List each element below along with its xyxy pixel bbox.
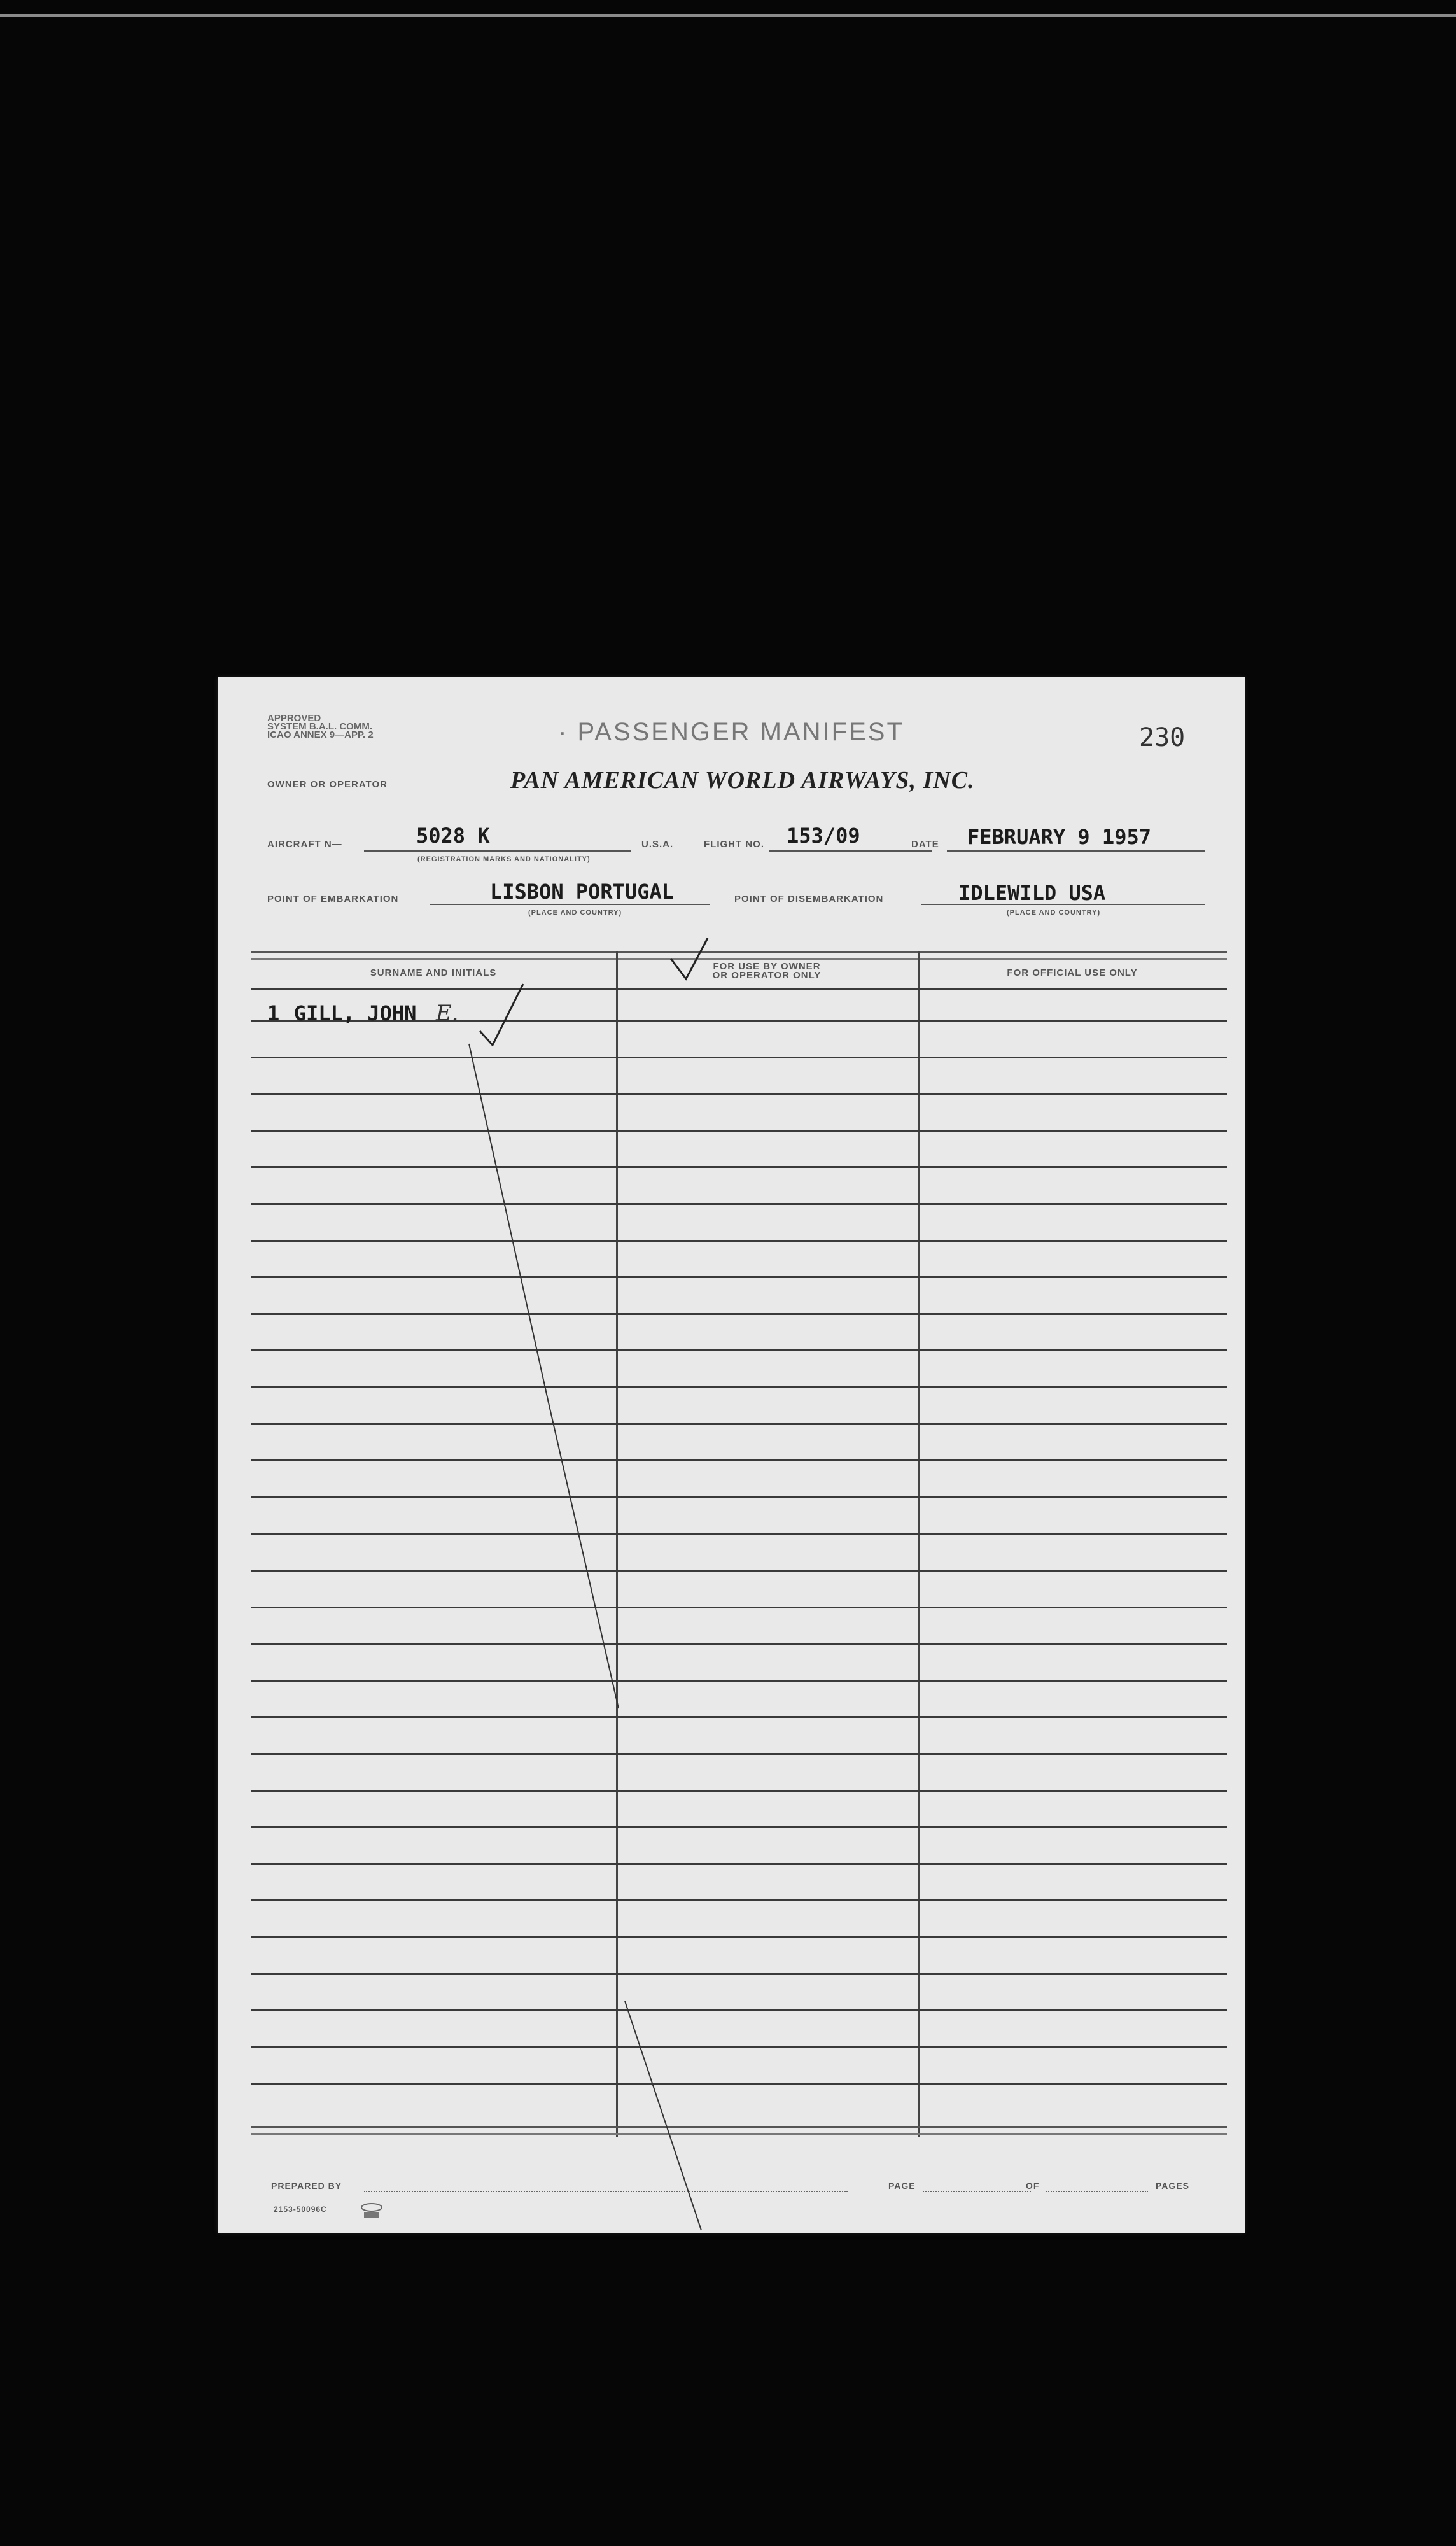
column-header-official: FOR OFFICIAL USE ONLY (1007, 967, 1138, 978)
check-mark (671, 938, 708, 979)
pencil-stroke (469, 1044, 619, 1708)
embarkation-value: LISBON PORTUGAL (490, 880, 674, 904)
disembarkation-label: POINT OF DISEMBARKATION (734, 894, 884, 904)
check-mark (480, 984, 523, 1045)
column-header-owner-line: FOR USE BY OWNER (713, 961, 821, 972)
column-header-surname: SURNAME AND INITIALS (370, 967, 497, 978)
pencil-stroke (625, 2001, 701, 2230)
owner-value: PAN AMERICAN WORLD AIRWAYS, INC. (510, 767, 975, 794)
prepared-by-line (364, 2191, 848, 2192)
entry-number: 1 (267, 1001, 280, 1025)
embarkation-sublabel: (PLACE AND COUNTRY) (528, 909, 622, 917)
column-header-owner-line: OR OPERATOR ONLY (712, 970, 822, 981)
scan-edge-line (0, 14, 1456, 17)
approved-line: ICAO ANNEX 9—APP. 2 (267, 729, 374, 740)
page-label: PAGE (888, 2181, 916, 2191)
country-label: U.S.A. (641, 839, 674, 850)
pencil-marks (218, 677, 1245, 2233)
of-label: OF (1026, 2181, 1040, 2191)
manifest-page (218, 677, 1245, 2233)
disembarkation-sublabel: (PLACE AND COUNTRY) (1007, 909, 1101, 917)
date-label: DATE (911, 839, 939, 850)
union-label-icon (358, 2201, 386, 2220)
pages-label: PAGES (1156, 2181, 1189, 2191)
owner-label: OWNER OR OPERATOR (267, 779, 388, 790)
embarkation-label: POINT OF EMBARKATION (267, 894, 399, 904)
approved-line: SYSTEM B.A.L. COMM. (267, 721, 372, 732)
aircraft-value: 5028 K (416, 824, 490, 848)
of-line (1046, 2191, 1148, 2192)
disembarkation-value: IDLEWILD USA (958, 881, 1106, 905)
page-line (923, 2191, 1031, 2192)
entry-name: GILL, JOHN (293, 1001, 417, 1025)
approved-line: APPROVED (267, 713, 321, 724)
page-title: · PASSENGER MANIFEST (558, 718, 904, 746)
aircraft-label: AIRCRAFT N— (267, 839, 342, 850)
page-number: 230 (1139, 723, 1186, 752)
flight-value: 153/09 (787, 824, 860, 848)
aircraft-sublabel: (REGISTRATION MARKS AND NATIONALITY) (417, 855, 591, 863)
date-value: FEBRUARY 9 1957 (967, 825, 1151, 849)
prepared-by-label: PREPARED BY (271, 2181, 342, 2191)
form-code: 2153-50096C (274, 2205, 327, 2214)
entry-handwritten-initial: E. (435, 1001, 459, 1026)
flight-label: FLIGHT NO. (704, 839, 764, 850)
